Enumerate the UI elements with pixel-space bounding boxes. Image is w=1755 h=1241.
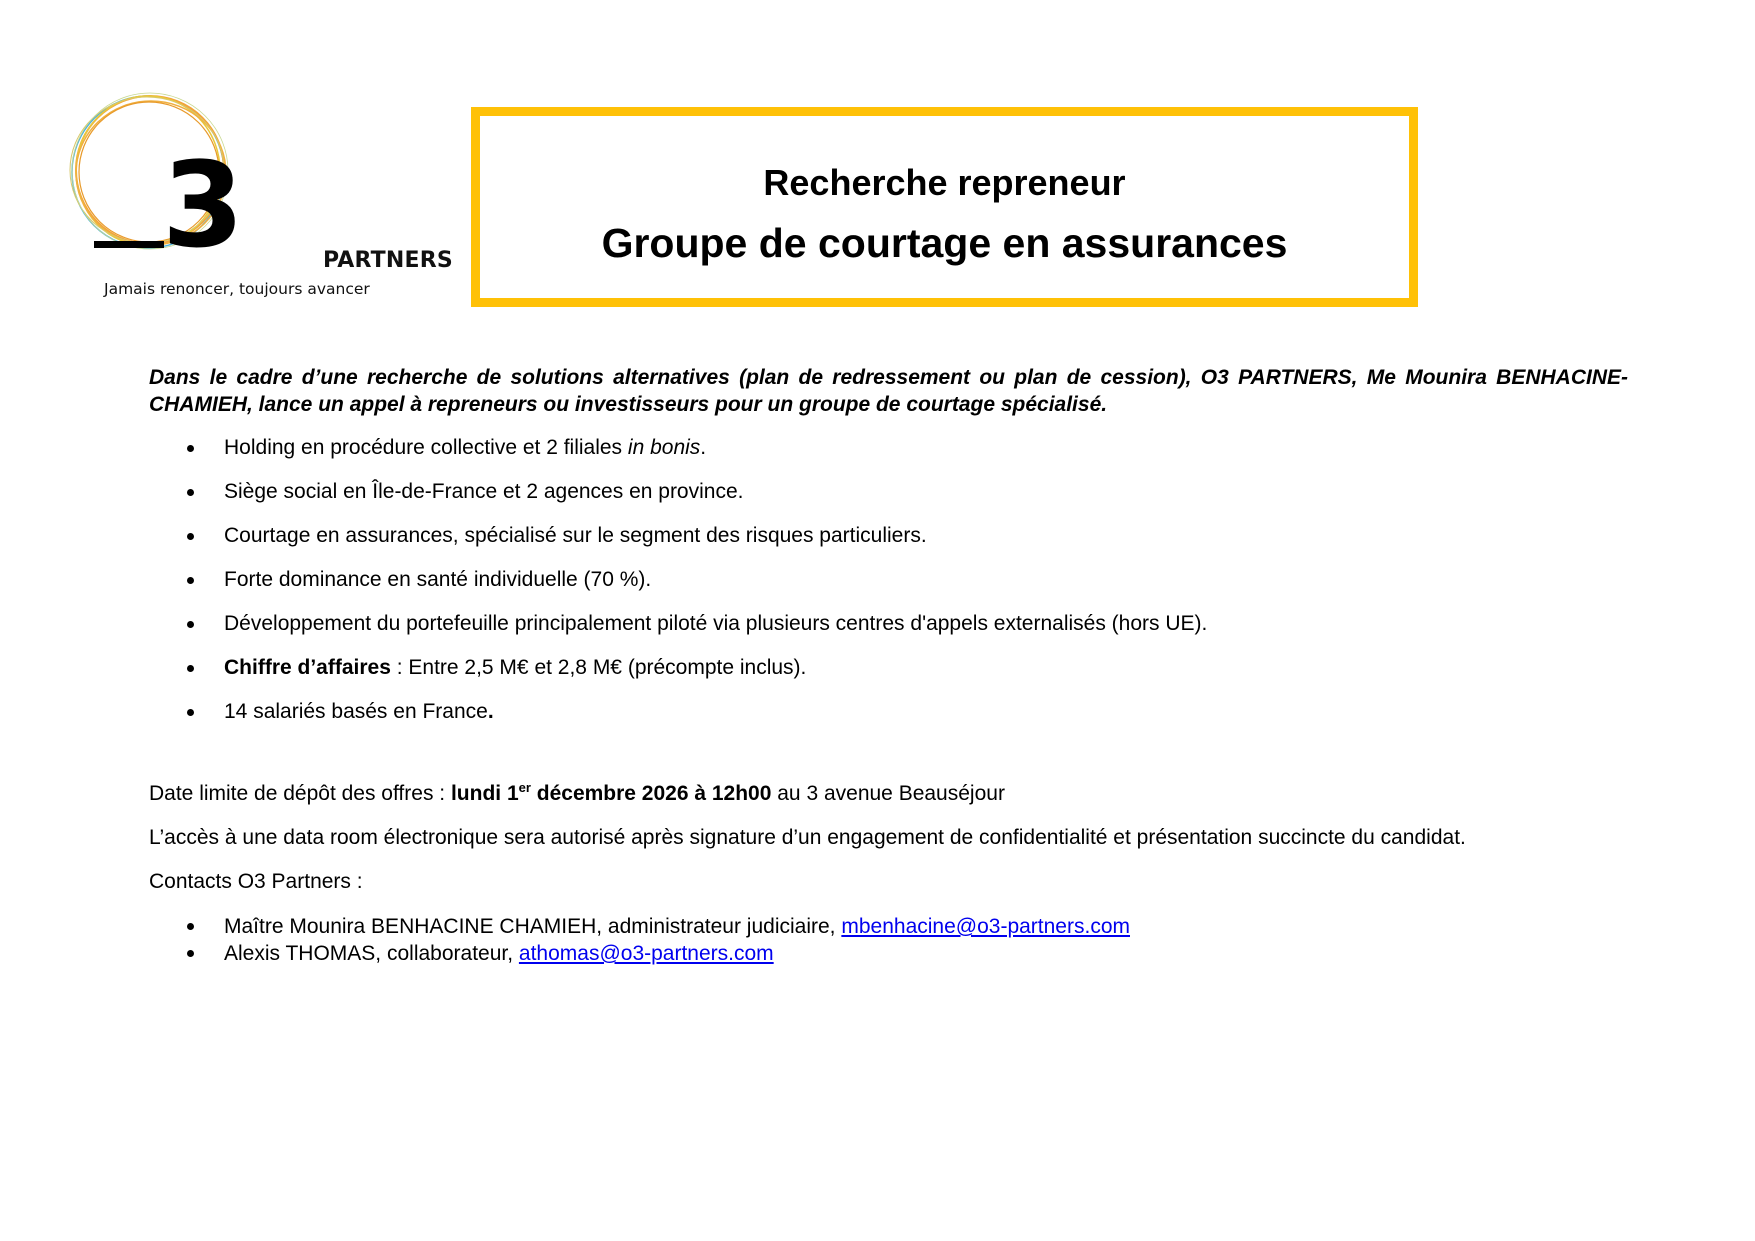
- item-text: Forte dominance en santé individuelle (70 %).: [224, 568, 652, 591]
- title-recherche-repreneur: Recherche repreneur: [763, 162, 1126, 203]
- item-text: Courtage en assurances, spécialisé sur le segment des risques particuliers.: [224, 524, 927, 547]
- bullet-icon: [187, 950, 194, 957]
- o3-partners-logo: [62, 90, 453, 305]
- list-item: [149, 558, 1207, 602]
- features-list: [149, 426, 1207, 734]
- bullet-icon: [187, 665, 194, 672]
- deadline-date-rest: décembre 2026 à 12h00: [530, 782, 772, 805]
- item-italic: in bonis: [627, 436, 701, 459]
- item-text: Développement du portefeuille principalement piloté via plusieurs centres d'appels externalisés (hors UE).: [224, 612, 1208, 635]
- item-bold: Chiffre d’affaires: [224, 656, 391, 679]
- data-room-line: L’accès à une data room électronique sera autorisé après signature d’un engagement de confidentialité et présentation succincte du candidat.: [149, 826, 1466, 849]
- logo-underscore: [94, 241, 164, 248]
- email-link-mbenhacine[interactable]: mbenhacine@o3-partners.com: [841, 915, 1130, 938]
- bullet-icon: [187, 709, 194, 716]
- logo-tagline: Jamais renoncer, toujours avancer: [104, 280, 370, 298]
- deadline-label: Date limite de dépôt des offres :: [149, 782, 451, 805]
- contacts-list: [149, 913, 1130, 967]
- item-text: : Entre 2,5 M€ et 2,8 M€ (précompte inclus).: [390, 656, 807, 679]
- intro-paragraph: Dans le cadre d’une recherche de solutions alternatives (plan de redressement ou plan de cession), O3 PARTNERS, Me Mounira BENHACINE-CHAMIEH, lance un appel à repreneurs ou investisseurs pour un groupe de courtage spécialisé.: [149, 366, 1628, 416]
- bullet-icon: [187, 533, 194, 540]
- bullet-icon: [187, 923, 194, 930]
- title-box: [471, 107, 1418, 307]
- logo-three: 3: [162, 136, 245, 274]
- item-text: .: [700, 436, 707, 459]
- list-item: [149, 514, 1207, 558]
- bullet-icon: [187, 621, 194, 628]
- deadline-line: [149, 780, 1005, 807]
- contact-item: [149, 913, 1130, 940]
- title-groupe-courtage: Groupe de courtage en assurances: [601, 220, 1288, 266]
- deadline-address: au 3 avenue Beauséjour: [771, 782, 1005, 805]
- list-item: [149, 646, 1207, 690]
- item-text: 14 salariés basés en France: [224, 700, 488, 723]
- list-item: [149, 690, 1207, 734]
- deadline-sup: er: [518, 780, 531, 795]
- item-text: Siège social en Île-de-France et 2 agences en province.: [224, 480, 744, 503]
- bullet-icon: [187, 445, 194, 452]
- item-bold: .: [487, 700, 494, 723]
- contact-text: Maître Mounira BENHACINE CHAMIEH, administrateur judiciaire,: [224, 915, 842, 938]
- contact-text: Alexis THOMAS, collaborateur,: [224, 942, 519, 965]
- bullet-icon: [187, 577, 194, 584]
- item-text: Holding en procédure collective et 2 filiales: [224, 436, 628, 459]
- email-link-athomas[interactable]: athomas@o3-partners.com: [518, 942, 774, 965]
- logo-wordmark: PARTNERS: [323, 248, 453, 273]
- list-item: [149, 470, 1207, 514]
- contacts-heading: Contacts O3 Partners :: [149, 870, 363, 893]
- deadline-date: lundi 1: [450, 782, 519, 805]
- list-item: [149, 602, 1207, 646]
- list-item: [149, 426, 1207, 470]
- contact-item: [149, 940, 1130, 967]
- bullet-icon: [187, 489, 194, 496]
